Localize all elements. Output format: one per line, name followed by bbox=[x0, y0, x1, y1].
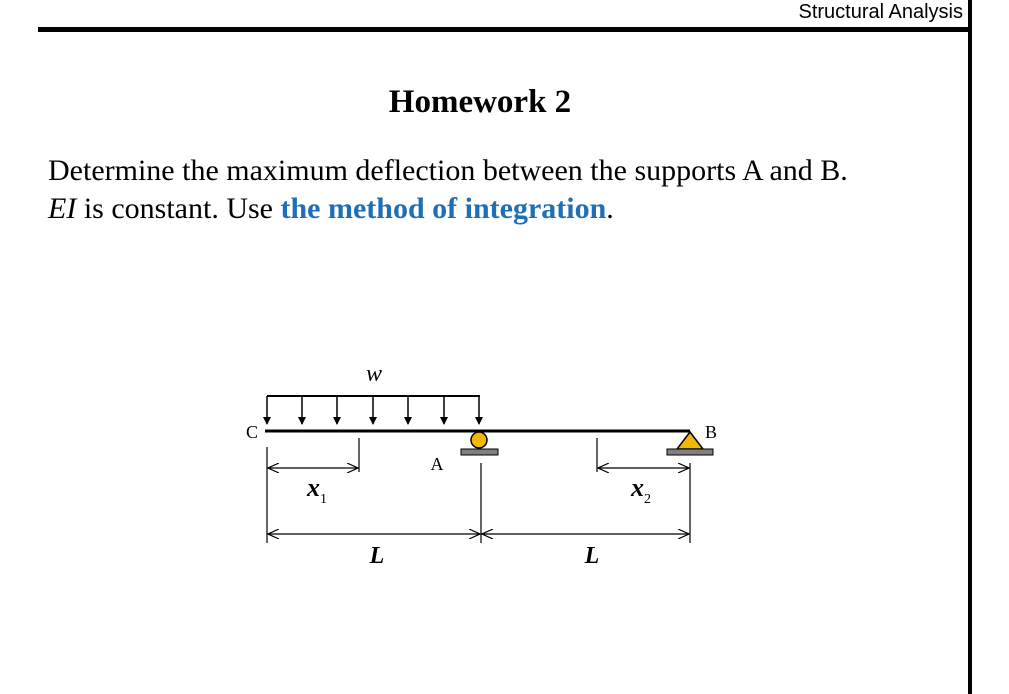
page-title: Homework 2 bbox=[388, 84, 572, 120]
pin-icon bbox=[677, 432, 703, 449]
roller-base bbox=[461, 449, 498, 455]
x2-label: $x_2$ bbox=[631, 473, 651, 507]
pin-base bbox=[667, 449, 713, 455]
span-2-label: L bbox=[584, 543, 600, 569]
problem-line-1: Determine the maximum deflection between the supports A and B. bbox=[48, 154, 848, 187]
point-b-label: B bbox=[704, 422, 718, 442]
roller-icon bbox=[471, 432, 487, 448]
distributed-load bbox=[267, 396, 480, 424]
load-label: w bbox=[365, 361, 383, 387]
point-c-label: C bbox=[245, 422, 259, 442]
method-highlight: the method of integration bbox=[280, 192, 607, 225]
x1-label: $x_1$ bbox=[307, 473, 327, 507]
problem-line-2-end: . bbox=[606, 192, 614, 225]
course-name: Structural Analysis bbox=[798, 1, 963, 23]
ei-symbol: EI bbox=[48, 192, 77, 225]
roller-support-a bbox=[461, 432, 498, 455]
point-a-label: A bbox=[430, 454, 444, 474]
problem-line-2-text: is constant. Use bbox=[76, 192, 281, 225]
span-1-label: L bbox=[369, 543, 385, 569]
